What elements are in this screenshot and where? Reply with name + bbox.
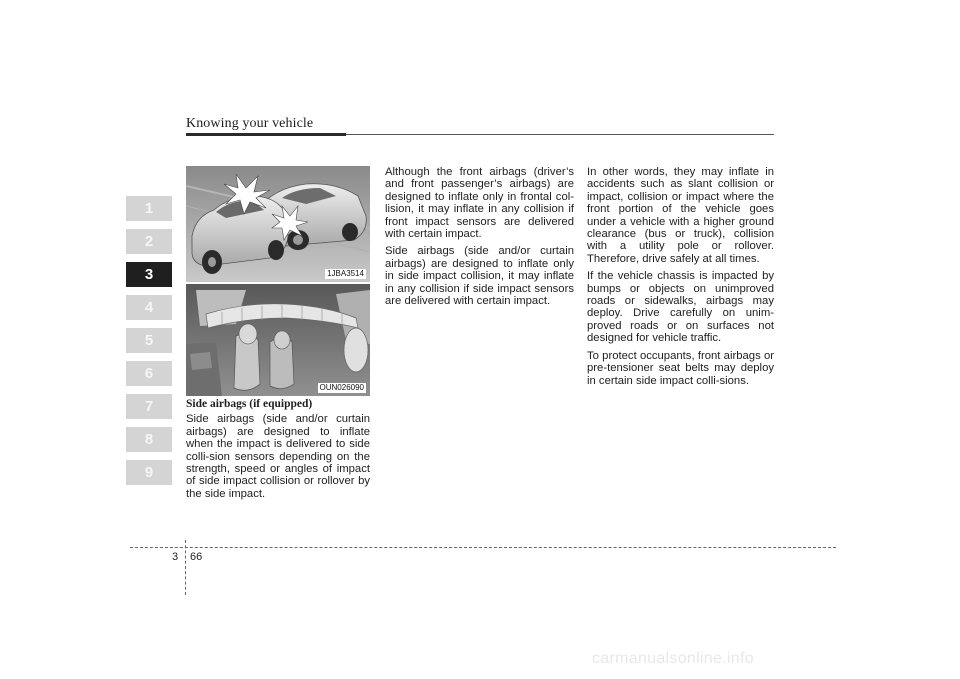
chapter-tab-2[interactable]: 2 [126, 229, 172, 254]
section-heading: Side airbags (if equipped) [186, 398, 313, 410]
footer-page-number: 66 [190, 551, 203, 563]
interior-airbag-illustration [186, 284, 370, 396]
footer-rule [130, 547, 836, 548]
watermark: carmanualsonline.info [592, 650, 754, 667]
chapter-tab-6[interactable]: 6 [126, 361, 172, 386]
chapter-tabs [126, 196, 172, 493]
chapter-tab-4[interactable]: 4 [126, 295, 172, 320]
chapter-tab-8[interactable]: 8 [126, 427, 172, 452]
chapter-tab-1[interactable]: 1 [126, 196, 172, 221]
side-collision-illustration [186, 166, 370, 282]
column-middle-text [385, 166, 574, 312]
paragraph: In other words, they may inflate in accidents such as slant collision or impact, collision or impact where the front portion of the vehicle goes under a vehicle with a higher ground clearance (bus or truck), collision with a utility pole or rollover. Therefore, drive safely at all times. [587, 166, 774, 265]
figure-code-top: 1JBA3514 [327, 269, 364, 278]
paragraph: Side airbags (side and/or curtain airbags) are designed to inflate only in side impact collision, it may inflate in any collision if side impact sensors are delivered with certain impact. [385, 245, 574, 308]
header-accent-bar [186, 133, 346, 136]
figure-code-bottom: OUN026090 [319, 383, 364, 392]
chapter-tab-5[interactable]: 5 [126, 328, 172, 353]
car-collision-graphic [186, 166, 370, 282]
paragraph: To protect occupants, front airbags or pre-tensioner seat belts may deploy in certain side impact colli-sions. [587, 349, 774, 387]
page-header-title: Knowing your vehicle [186, 116, 314, 131]
paragraph: If the vehicle chassis is impacted by bumps or objects on unimproved roads or sidewalks, airbags may deploy. Drive carefully on unim-proved roads or on surfaces not designed for vehicle traffic. [587, 270, 774, 345]
chapter-tab-9[interactable]: 9 [126, 460, 172, 485]
footer-chapter-number: 3 [172, 551, 179, 563]
header-rule [346, 134, 774, 135]
column-left-text [186, 398, 370, 505]
chapter-tab-7[interactable]: 7 [126, 394, 172, 419]
column-right-text [587, 166, 774, 392]
paragraph: Although the front airbags (driver’s and front passenger’s airbags) are designed to inflate only in frontal col-lision, it may inflate in any collision if front impact sensors are delivered with certain impact. [385, 166, 574, 241]
curtain-airbag-graphic [186, 284, 370, 396]
paragraph: Side airbags (side and/or curtain airbags) are designed to inflate when the impact is delivered to side colli-sion sensors depending on the strength, speed or angles of impact of side impact collision or rollover by the side impact. [186, 413, 370, 500]
chapter-tab-3[interactable]: 3 [126, 262, 172, 287]
footer-crop-line [185, 540, 186, 595]
